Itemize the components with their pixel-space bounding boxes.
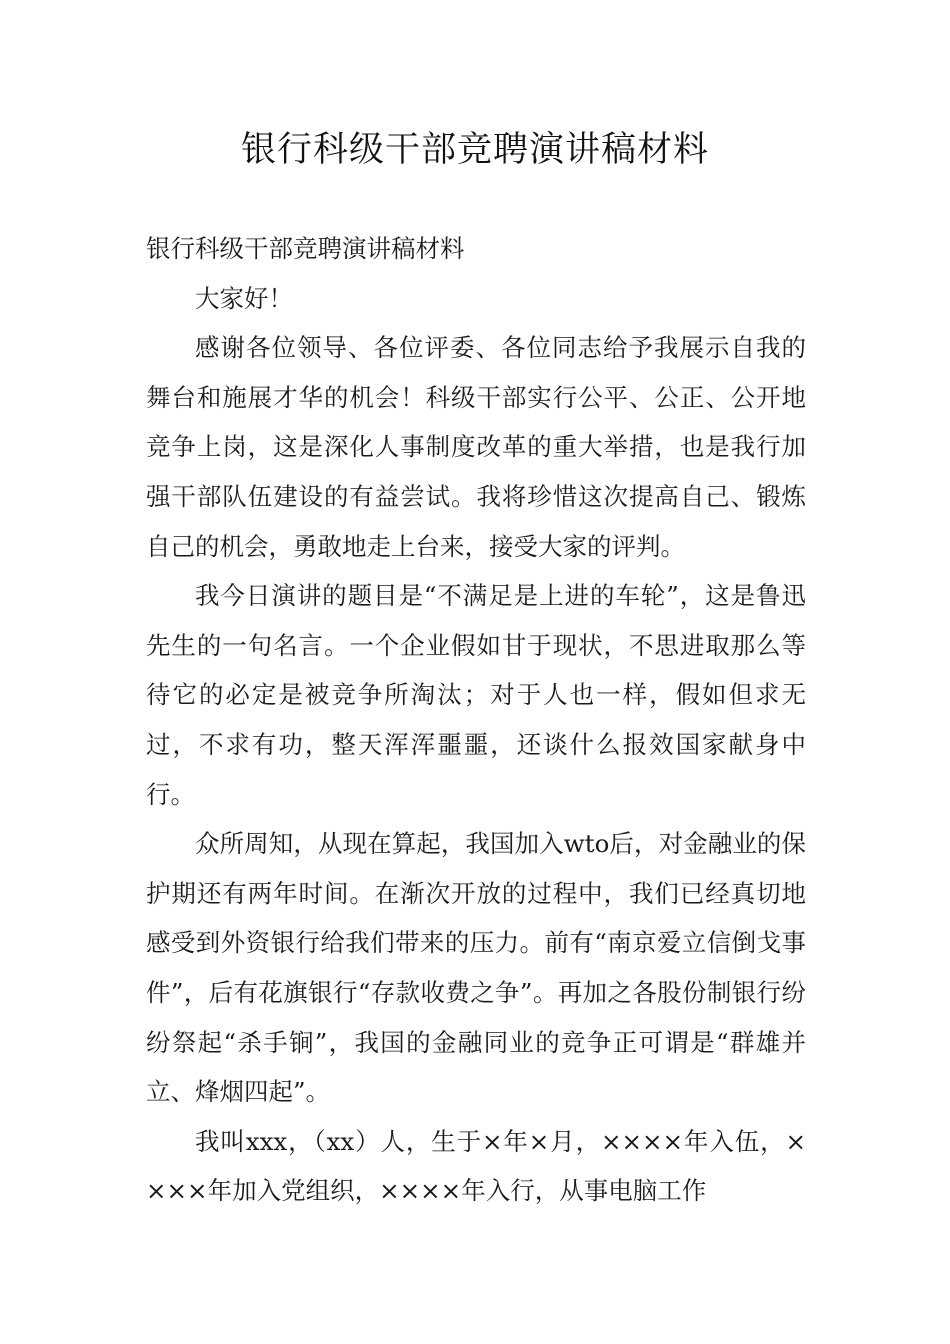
document-title: 银行科级干部竞聘演讲稿材料 (240, 130, 709, 170)
document-subtitle: 银行科级干部竞聘演讲稿材料 (146, 234, 465, 263)
paragraph-competition: 众所周知，从现在算起，我国加入wto后，对金融业的保护期还有两年时间。在渐次开放的过程中，我们已经真切地感受到外资银行给我们带来的压力。前有“南京爱立信倒戈事件”，后有花旗银行“存款收费之争”。再加之各股份制银行纷纷祭起“杀手锏”，我国的金融同业的竞争正可谓是“群雄并立、烽烟四起”。 (146, 829, 806, 1107)
paragraph-thanks: 感谢各位领导、各位评委、各位同志给予我展示自我的舞台和施展才华的机会！科级干部实行公平、公正、公开地竞争上岗，这是深化人事制度改革的重大举措，也是我行加强干部队伍建设的有益尝试。我将珍惜这次提高自己、锻炼自己的机会，勇敢地走上台来，接受大家的评判。 (146, 333, 806, 561)
document-body (146, 224, 806, 1216)
paragraph-topic: 我今日演讲的题目是“不满足是上进的车轮”，这是鲁迅先生的一句名言。一个企业假如甘于现状，不思进取那么等待它的必定是被竞争所淘汰；对于人也一样，假如但求无过，不求有功，整天浑浑噩噩，还谈什么报效国家献身中行。 (146, 581, 806, 809)
paragraph-introduction: 我叫xxx，（xx）人，生于×年×月，××××年入伍，××××年加入党组织，××××年入行，从事电脑工作 (146, 1126, 806, 1206)
paragraph-greeting: 大家好！ (195, 283, 293, 313)
